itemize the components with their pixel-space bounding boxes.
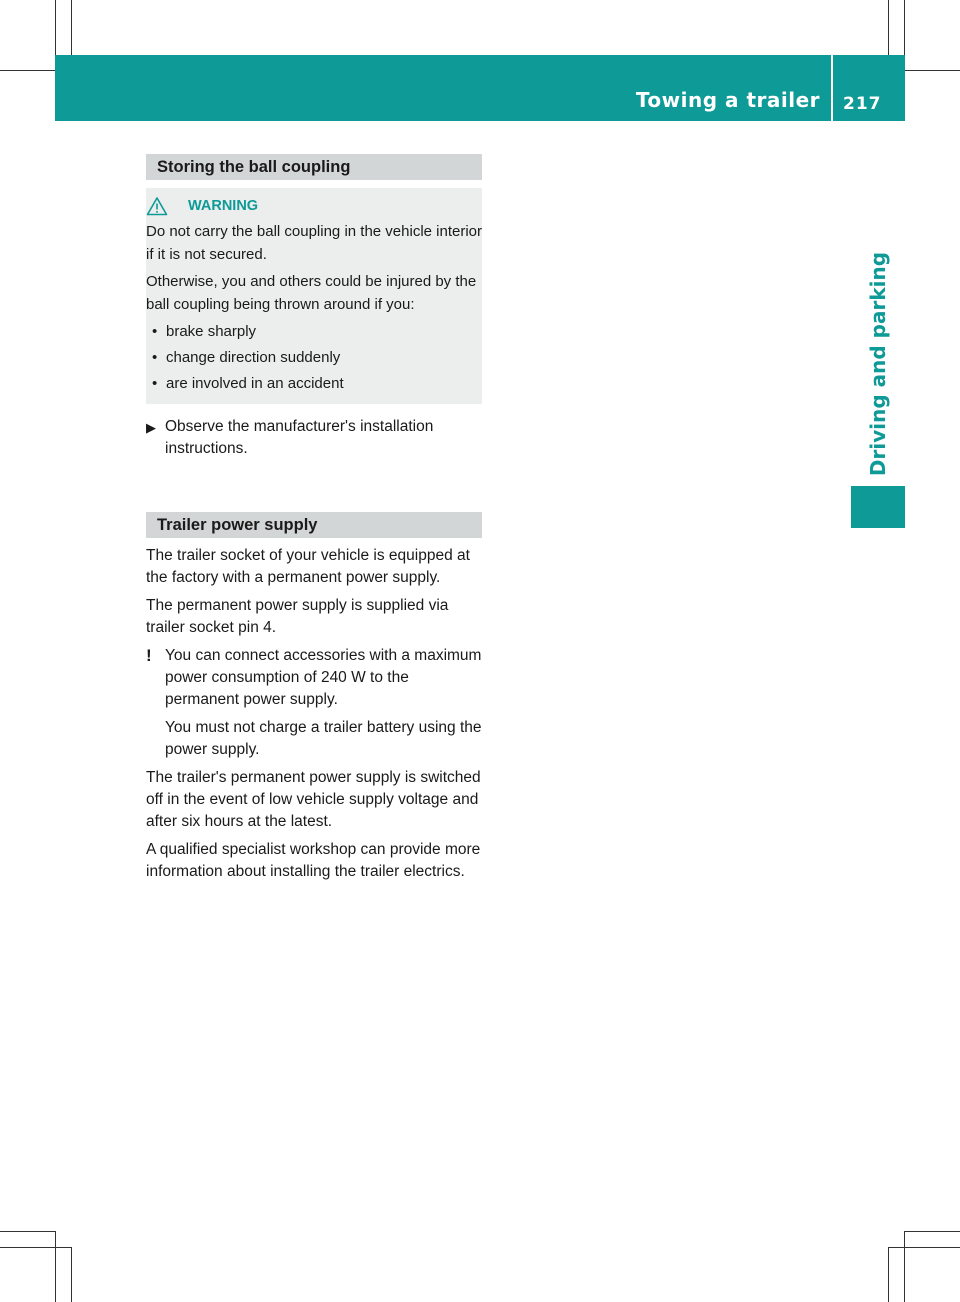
list-item-text: brake sharply — [166, 323, 257, 340]
section-heading: Storing the ball coupling — [146, 154, 482, 180]
warning-label: WARNING — [188, 198, 259, 214]
warning-box — [146, 188, 482, 404]
crop-mark — [0, 1231, 55, 1232]
crop-mark — [904, 1231, 905, 1302]
list-item-text: are involved in an accident — [166, 375, 344, 392]
chapter-title: Towing a trailer — [635, 88, 820, 112]
paragraph: The trailer's permanent power supply is switched off in the event of low vehicle supply voltage and after six hours at the latest. — [146, 769, 481, 830]
note-block — [146, 645, 482, 767]
crop-mark — [55, 0, 56, 55]
crop-mark — [888, 1247, 960, 1248]
note-text: You must not charge a trailer battery using the power supply. — [165, 719, 482, 758]
header-divider — [831, 55, 833, 121]
list-item-text: change direction suddenly — [166, 349, 341, 366]
crop-mark — [71, 0, 72, 55]
crop-mark — [71, 1247, 72, 1302]
side-tab-marker — [851, 486, 905, 528]
page-number: 217 — [843, 94, 882, 114]
side-tab-label: Driving and parking — [866, 251, 890, 477]
crop-mark — [888, 1247, 889, 1302]
list-item: • brake sharply — [146, 320, 482, 343]
content-column — [146, 154, 482, 889]
crop-mark — [55, 1231, 56, 1302]
list-item: • are involved in an accident — [146, 372, 482, 395]
crop-mark — [0, 1247, 71, 1248]
paragraph: The trailer socket of your vehicle is equipped at the factory with a permanent power supply. — [146, 547, 470, 586]
crop-mark — [905, 1231, 960, 1232]
crop-mark — [0, 70, 55, 71]
warning-triangle-icon — [146, 196, 168, 216]
note-text: You can connect accessories with a maximum power consumption of 240 W to the permanent power supply. — [165, 647, 482, 708]
instruction-step — [146, 416, 482, 460]
warning-title — [146, 194, 482, 218]
step-text: Observe the manufacturer's installation instructions. — [165, 418, 434, 457]
note-body — [165, 645, 482, 767]
list-item: • change direction suddenly — [146, 346, 482, 369]
paragraph: A qualified specialist workshop can provide more information about installing the trailer electrics. — [146, 841, 481, 880]
arrow-right-icon: ▶ — [146, 420, 156, 435]
section-heading: Trailer power supply — [146, 512, 482, 538]
exclamation-icon: ! — [146, 646, 152, 665]
paragraph: The permanent power supply is supplied via trailer socket pin 4. — [146, 597, 449, 636]
crop-mark — [888, 0, 889, 55]
crop-mark — [904, 0, 905, 55]
crop-mark — [905, 70, 960, 71]
warning-text: Otherwise, you and others could be injured by the ball coupling being thrown around if you: — [146, 273, 477, 313]
warning-text: Do not carry the ball coupling in the vehicle interior if it is not secured. — [146, 223, 483, 263]
